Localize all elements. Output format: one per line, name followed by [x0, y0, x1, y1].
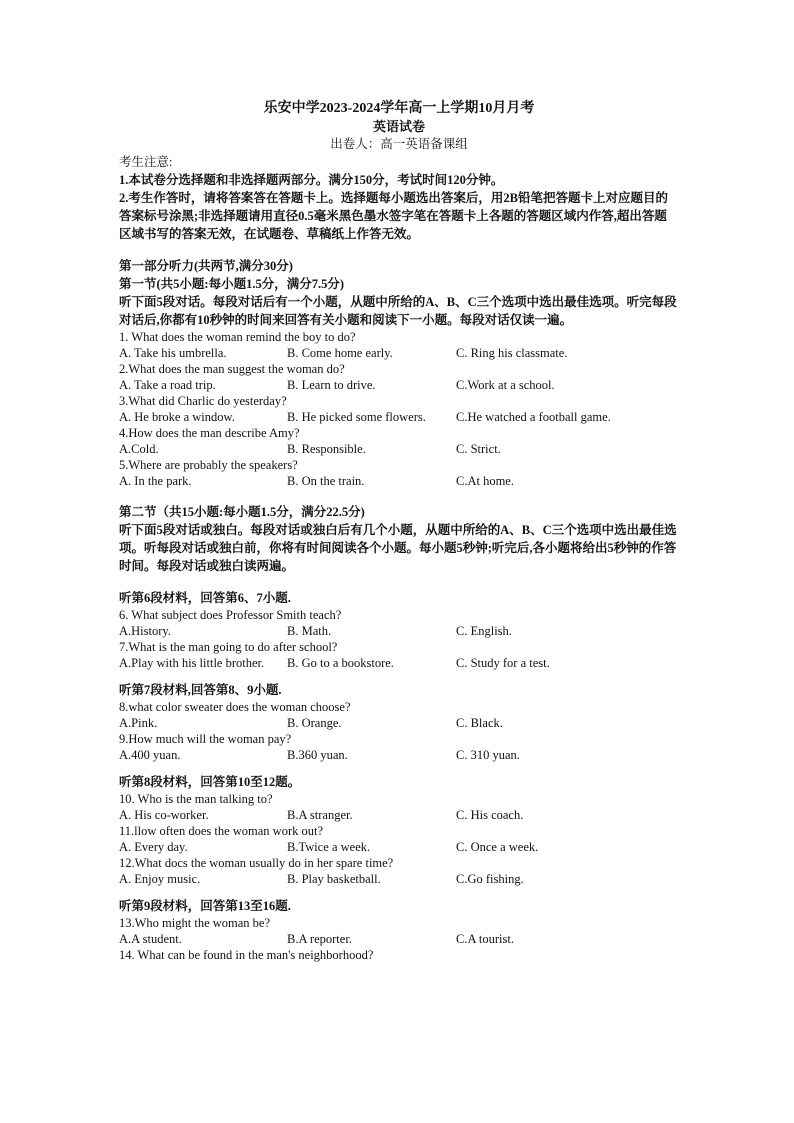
option-a: A. Enjoy music.	[119, 872, 201, 886]
exam-author: 出卷人：高一英语备课组	[330, 137, 468, 151]
option-a: A. He broke a window.	[119, 410, 235, 424]
question-block	[119, 915, 679, 947]
options-row	[119, 655, 679, 671]
options-row	[119, 623, 679, 639]
option-b: B.360 yuan.	[287, 748, 348, 762]
option-b: B. Come home early.	[287, 346, 393, 360]
option-c: C.At home.	[456, 474, 514, 488]
exam-page	[119, 100, 679, 963]
option-c: C. Study for a test.	[456, 656, 550, 670]
option-b: B. Math.	[287, 624, 332, 638]
options-row	[119, 839, 679, 855]
question-text: 6. What subject does Professor Smith teach?	[119, 608, 342, 622]
question-text: 14. What can be found in the man's neighborhood?	[119, 948, 374, 962]
question-text: 9.How much will the woman pay?	[119, 732, 292, 746]
options-row	[119, 441, 679, 457]
option-b: B.A reporter.	[287, 932, 352, 946]
question-block	[119, 457, 679, 489]
option-b: B. He picked some flowers.	[287, 410, 426, 424]
option-b: B. Responsible.	[287, 442, 366, 456]
question-block	[119, 425, 679, 457]
option-c: C. 310 yuan.	[456, 748, 520, 762]
options-row	[119, 715, 679, 731]
option-a: A. His co-worker.	[119, 808, 209, 822]
question-text: 2.What does the man suggest the woman do?	[119, 362, 345, 376]
question-block	[119, 731, 679, 763]
question-text: 12.What docs the woman usually do in her spare time?	[119, 856, 394, 870]
option-a: A. In the park.	[119, 474, 192, 488]
option-b: B. Orange.	[287, 716, 342, 730]
option-c: C. Strict.	[456, 442, 501, 456]
notice-item-2: 2.考生作答时，请将答案答在答题卡上。选择题每小题选出答案后，用2B铅笔把答题卡上对应题目的答案标号涂黑;非选择题请用直径0.5毫米黑色墨水签字笔在答题卡上各题的答题区域内作答,超出答题区域书写的答案无效，在试题卷、草稿纸上作答无效。	[119, 191, 668, 241]
question-block	[119, 393, 679, 425]
option-c: C.He watched a football game.	[456, 410, 611, 424]
option-c: C.Go fishing.	[456, 872, 524, 886]
question-text: 3.What did Charlic do yesterday?	[119, 394, 287, 408]
section2-heading: 第二节（共15小题:每小题1.5分，满分22.5分)	[119, 505, 365, 519]
options-row	[119, 871, 679, 887]
options-row	[119, 473, 679, 489]
question-text: 13.Who might the woman be?	[119, 916, 271, 930]
option-c: C. Once a week.	[456, 840, 539, 854]
question-text: 11.llow often does the woman work out?	[119, 824, 324, 838]
option-b: B. Learn to drive.	[287, 378, 376, 392]
option-a: A.Cold.	[119, 442, 159, 456]
option-c: C. His coach.	[456, 808, 524, 822]
notice-heading: 考生注意:	[119, 155, 173, 169]
option-c: C.A tourist.	[456, 932, 514, 946]
options-row	[119, 747, 679, 763]
question-text: 8.what color sweater does the woman choose?	[119, 700, 351, 714]
option-a: A.History.	[119, 624, 171, 638]
question-block	[119, 823, 679, 855]
question-text: 10. Who is the man talking to?	[119, 792, 273, 806]
question-block	[119, 361, 679, 393]
section1-heading: 第一节(共5小题:每小题1.5分，满分7.5分)	[119, 277, 344, 291]
options-row	[119, 377, 679, 393]
part1-heading: 第一部分听力(共两节,满分30分)	[119, 259, 293, 273]
question-block	[119, 947, 679, 963]
option-b: B. On the train.	[287, 474, 365, 488]
option-b: B.A stranger.	[287, 808, 353, 822]
question-block	[119, 791, 679, 823]
option-b: B. Play basketball.	[287, 872, 381, 886]
question-block	[119, 639, 679, 671]
material-heading: 听第9段材料，回答第13至16题.	[119, 899, 291, 913]
question-text: 1. What does the woman remind the boy to do?	[119, 330, 356, 344]
question-block	[119, 329, 679, 361]
options-row	[119, 931, 679, 947]
option-a: A. Take his umbrella.	[119, 346, 227, 360]
option-c: C. Black.	[456, 716, 503, 730]
section1-instructions: 听下面5段对话。每段对话后有一个小题，从题中所给的A、B、C三个选项中选出最佳选项。听完每段对话后,你都有10秒钟的时间来回答有关小题和阅读下一小题。每段对话仅读一遍。	[119, 295, 677, 327]
material-heading: 听第6段材料，回答第6、7小题.	[119, 591, 291, 605]
option-a: A.400 yuan.	[119, 748, 181, 762]
material-heading: 听第7段材料,回答第8、9小题.	[119, 683, 282, 697]
option-c: C.Work at a school.	[456, 378, 555, 392]
exam-subtitle: 英语试卷	[372, 119, 425, 134]
material-heading: 听第8段材料，回答第10至12题。	[119, 775, 301, 789]
option-c: C. Ring his classmate.	[456, 346, 568, 360]
section2-instructions: 听下面5段对话或独白。每段对话或独白后有几个小题，从题中所给的A、B、C三个选项中选出最佳选项。听每段对话或独白前，你将有时间阅读各个小题。每小题5秒钟;听完后,各小题将给出5秒钟的作答时间。每段对话或独白读两遍。	[119, 523, 677, 573]
option-a: A. Take a road trip.	[119, 378, 216, 392]
notice-item-1: 1.本试卷分选择题和非选择题两部分。满分150分，考试时间120分钟。	[119, 173, 504, 187]
option-b: B.Twice a week.	[287, 840, 371, 854]
option-b: B. Go to a bookstore.	[287, 656, 394, 670]
question-text: 7.What is the man going to do after school?	[119, 640, 338, 654]
options-row	[119, 345, 679, 361]
option-a: A. Every day.	[119, 840, 188, 854]
option-a: A.Play with his little brother.	[119, 656, 265, 670]
options-row	[119, 807, 679, 823]
question-block	[119, 607, 679, 639]
question-text: 4.How does the man describe Amy?	[119, 426, 300, 440]
question-text: 5.Where are probably the speakers?	[119, 458, 298, 472]
options-row	[119, 409, 679, 425]
question-block	[119, 699, 679, 731]
option-c: C. English.	[456, 624, 512, 638]
exam-title: 乐安中学2023-2024学年高一上学期10月月考	[263, 101, 535, 116]
option-a: A.Pink.	[119, 716, 158, 730]
option-a: A.A student.	[119, 932, 182, 946]
question-block	[119, 855, 679, 887]
